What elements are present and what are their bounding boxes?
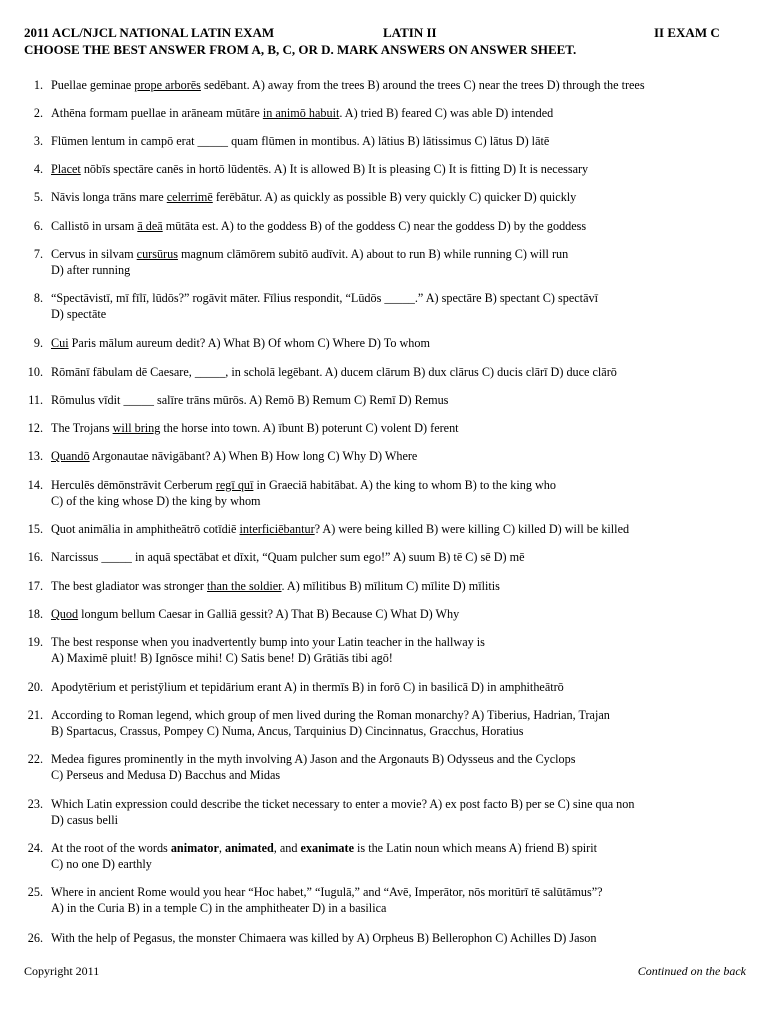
question-line [51,751,756,767]
question-text [51,930,756,946]
question-text [51,549,756,565]
question-line [51,189,756,205]
question-number: 10. [27,365,43,379]
question-text [51,840,756,872]
question-text [51,884,756,916]
question-number: 12. [27,421,43,435]
underlined-phrase: interficiēbantur [239,522,315,536]
text-segment: , and [273,841,301,855]
continued-note: Continued on the back [637,964,746,978]
text-segment: . A) mīlitibus B) mīlitum C) mīlite D) mīlitis [281,579,500,593]
question-number: 5. [33,190,43,204]
text-segment: in Graeciā habitābat. A) the king to whom B) to the king who [253,478,556,492]
question-line [51,364,756,380]
question-line [51,493,756,509]
bold-word: exanimate [300,841,354,855]
text-segment: “Spectāvistī, mī fīlī, lūdōs?” rogāvit māter. Fīlius respondit, “Lūdōs _____.” A) spectāre B) spectant C) spectāvī [51,291,598,305]
question-line [51,606,756,622]
question-line [51,884,756,900]
question-line [51,812,756,828]
text-segment: Athēna formam puellae in arāneam mūtāre [51,106,263,120]
question-number: 19. [27,635,43,649]
question-number: 18. [27,607,43,621]
question-number: 22. [27,752,43,766]
question-text [51,578,756,594]
underlined-phrase: in animō habuit [262,106,340,120]
text-segment: Paris mālum aureum dedit? A) What B) Of whom C) Where D) To whom [68,336,430,350]
question-line [51,767,756,783]
instructions: CHOOSE THE BEST ANSWER FROM A, B, C, OR D. MARK ANSWERS ON ANSWER SHEET. [24,42,577,57]
text-segment: Callistō in ursam [51,219,138,233]
text-segment: D) spectāte [51,307,107,321]
text-segment: Medea figures prominently in the myth involving A) Jason and the Argonauts B) Odysseus and the Cyclops [51,752,576,766]
question-number: 15. [27,522,43,536]
question-line [51,679,756,695]
underlined-phrase: prope arborēs [134,78,201,92]
text-segment: B) Spartacus, Crassus, Pompey C) Numa, Ancus, Tarquinius D) Cincinnatus, Gracchus, Horatius [51,724,524,738]
question-number: 16. [27,550,43,564]
question-line [51,133,756,149]
question-text [51,392,756,408]
underlined-phrase: Quandō [51,449,90,463]
underlined-phrase: than the soldier [207,579,282,593]
question-number: 4. [33,162,43,176]
underlined-phrase: Placet [51,162,81,176]
text-segment: Quot animālia in amphitheātrō cotīdiē [51,522,240,536]
text-segment: The best response when you inadvertently bump into your Latin teacher in the hallway is [51,635,485,649]
copyright: Copyright 2011 [24,964,100,978]
question-number: 24. [27,841,43,855]
exam-level: LATIN II [383,25,437,40]
text-segment: sedēbant. A) away from the trees B) around the trees C) near the trees D) through the trees [200,78,645,92]
underlined-phrase: Cui [51,336,69,350]
question-text [51,335,756,351]
question-text [51,218,756,234]
question-number: 1. [33,78,43,92]
question-text [51,420,756,436]
question-text [51,707,756,739]
question-text [51,189,756,205]
question-line [51,930,756,946]
text-segment: D) casus belli [51,813,119,827]
underlined-phrase: Quod [51,607,79,621]
question-line [51,420,756,436]
question-line [51,707,756,723]
text-segment: Narcissus _____ in aquā spectābat et dīxit, “Quam pulcher sum ego!” A) suum B) tē C) sē D) mē [51,550,525,564]
text-segment: C) of the king whose D) the king by whom [51,494,261,508]
question-line [51,578,756,594]
question-line [51,521,756,537]
text-segment: The best gladiator was stronger [51,579,208,593]
text-segment: Herculēs dēmōnstrāvit Cerberum [51,478,216,492]
question-line [51,723,756,739]
text-segment: The Trojans [51,421,113,435]
text-segment: ? A) were being killed B) were killing C) killed D) will be killed [314,522,630,536]
question-number: 7. [33,247,43,261]
text-segment: According to Roman legend, which group of men lived during the Roman monarchy? A) Tiberius, Hadrian, Trajan [51,708,610,722]
text-segment: Rōmulus vīdit _____ salīre trāns mūrōs. A) Remō B) Remum C) Remī D) Remus [51,393,449,407]
question-text [51,679,756,695]
question-number: 13. [27,449,43,463]
question-text [51,448,756,464]
question-text [51,521,756,537]
question-line [51,290,756,306]
underlined-phrase: regī quī [215,478,254,492]
question-number: 2. [33,106,43,120]
text-segment: At the root of the words [51,841,171,855]
question-line [51,840,756,856]
question-number: 11. [28,393,43,407]
text-segment: C) Perseus and Medusa D) Bacchus and Midas [51,768,281,782]
text-segment: Cervus in silvam [51,247,137,261]
question-number: 17. [27,579,43,593]
question-line [51,900,756,916]
question-line [51,262,756,278]
question-text [51,796,756,828]
text-segment: A) Maximē pluit! B) Ignōsce mihi! C) Satis bene! D) Grātiās tibi agō! [51,651,393,665]
question-line [51,549,756,565]
bold-word: animator [170,841,219,855]
question-number: 21. [27,708,43,722]
text-segment: C) no one D) earthly [51,857,152,871]
underlined-phrase: cursūrus [136,247,178,261]
question-number: 25. [27,885,43,899]
text-segment: Argonautae nāvigābant? A) When B) How long C) Why D) Where [89,449,418,463]
question-text [51,290,756,322]
text-segment: Flūmen lentum in campō erat _____ quam flūmen in montibus. A) lātius B) lātissimus C) lātus D) lātē [51,134,550,148]
question-text [51,246,756,278]
text-segment: . A) tried B) feared C) was able D) intended [339,106,554,120]
text-segment: ferēbātur. A) as quickly as possible B) very quickly C) quicker D) quickly [212,190,577,204]
question-number: 20. [27,680,43,694]
question-text [51,77,756,93]
question-line [51,246,756,262]
question-text [51,161,756,177]
text-segment: Nāvis longa trāns mare [51,190,167,204]
question-line [51,634,756,650]
question-text [51,634,756,666]
question-line [51,77,756,93]
question-number: 9. [33,336,43,350]
text-segment: is the Latin noun which means A) friend B) spirit [353,841,598,855]
text-segment: D) after running [51,263,131,277]
question-line [51,392,756,408]
question-line [51,218,756,234]
underlined-phrase: ā deā [137,219,163,233]
question-number: 8. [33,291,43,305]
underlined-phrase: celerrimē [166,190,213,204]
question-number: 14. [27,478,43,492]
text-segment: mūtāta est. A) to the goddess B) of the goddess C) near the goddess D) by the goddess [162,219,587,233]
question-text [51,133,756,149]
underlined-phrase: will bring [112,421,161,435]
question-text [51,751,756,783]
text-segment: Rōmānī fābulam dē Caesare, _____, in scholā legēbant. A) ducem clārum B) dux clārus C) ducis clārī D) duce clārō [51,365,617,379]
question-line [51,856,756,872]
question-number: 23. [27,797,43,811]
question-text [51,606,756,622]
question-line [51,650,756,666]
question-line [51,477,756,493]
text-segment: Which Latin expression could describe the ticket necessary to enter a movie? A) ex post facto B) per se C) sine qua non [51,797,635,811]
text-segment: Apodytērium et peristȳlium et tepidārium erant A) in thermīs B) in forō C) in basilicā D) in amphitheātrō [51,680,564,694]
text-segment: Where in ancient Rome would you hear “Hoc habet,” “Iugulā,” and “Avē, Imperātor, nōs moritūrī tē salūtāmus”? [51,885,603,899]
text-segment: With the help of Pegasus, the monster Chimaera was killed by A) Orpheus B) Bellerophon C) Achilles D) Jason [51,931,597,945]
question-line [51,796,756,812]
question-line [51,335,756,351]
bold-word: animated [225,841,274,855]
question-number: 26. [27,931,43,945]
question-number: 6. [33,219,43,233]
exam-form: II EXAM C [654,25,720,40]
text-segment: magnum clāmōrem subitō audīvit. A) about to run B) while running C) will run [177,247,569,261]
text-segment: , [218,841,225,855]
question-line [51,105,756,121]
question-line [51,448,756,464]
exam-title: 2011 ACL/NJCL NATIONAL LATIN EXAM [24,25,275,40]
question-text [51,477,756,509]
text-segment: nōbīs spectāre canēs in hortō lūdentēs. A) It is allowed B) It is pleasing C) It is fitting D) It is necessary [80,162,589,176]
question-line [51,161,756,177]
question-number: 3. [33,134,43,148]
question-line [51,306,756,322]
question-text [51,364,756,380]
text-segment: A) in the Curia B) in a temple C) in the amphitheater D) in a basilica [51,901,387,915]
question-text [51,105,756,121]
text-segment: Puellae geminae [51,78,135,92]
text-segment: longum bellum Caesar in Galliā gessit? A) That B) Because C) What D) Why [78,607,460,621]
text-segment: the horse into town. A) ībunt B) poterunt C) volent D) ferent [160,421,459,435]
